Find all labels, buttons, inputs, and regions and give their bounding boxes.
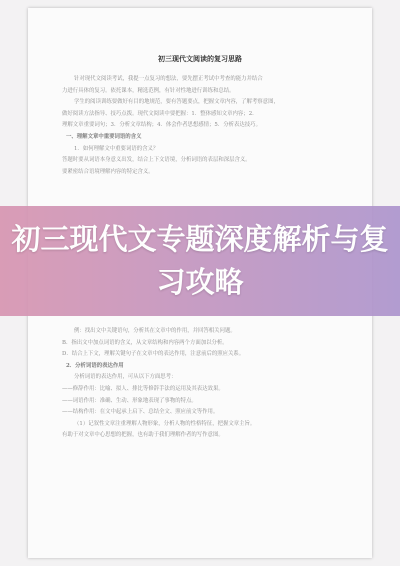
document-body-upper [62,74,338,178]
body-line: 力进行具体的复习。依托课本，精选范例，有针对性地进行训练和总结。 [62,87,235,94]
headline-banner [0,206,400,316]
body-line: 针对现代文阅读考试，我提一点复习的想法，要先摆正考试中考查的能力并结合 [74,76,263,82]
section-heading: 一、理解文章中重要词语的含义 [66,133,142,140]
document-title: 初三现代文阅读的复习思路 [158,54,242,63]
body-line: 学生的阅读训练要做好有目的地规范，要有答题要点，把握文章内容，了解考察意图， [74,99,279,106]
body-line: 例：找出文中关键语句，分析其在文章中的作用，并回答相关问题。 [74,328,236,334]
body-line: （1）记叙性文章注重理解人物形象，分析人物的性格特征，把握文章主旨。 [74,420,256,427]
body-line: 答题时要从词语本身意义出发，结合上下文语境，分析词语的表层和深层含义。 [62,157,251,164]
body-line: 要紧密结合语境理解内容的特定含义。 [62,168,154,175]
body-line: ——结构作用：在文中起承上启下、总结全文、照应前文等作用。 [62,409,219,416]
body-line: 做好阅读方法指导、技巧点拨。现代文阅读中要把握：1．整体感知文章内容；2． [62,110,258,117]
body-line: 理解文章重要词句；3．分析文章结构；4．体会作者思想感情；5．分析表达技巧。 [62,122,261,129]
body-line: B．指出文中加点词语的含义，从文章结构和内容两个方面加以分析。 [62,339,228,346]
body-line: 分析词语的表达作用，可从以下方面思考： [74,374,177,381]
body-line: 有助于对文章中心思想的把握，也有助于我们理解作者的写作意图。 [62,432,224,439]
headline-text: 初三现代文专题深度解析与复习攻略 [11,222,389,299]
body-line: D．结合上下文，理解关键句子在文章中的表达作用，注意前后的照应关系。 [62,351,245,358]
section-heading: 2．分析词语的表达作用 [66,362,124,369]
body-line: 1．如何理解文中重要词语的含义？ [74,145,159,152]
body-line: ——修辞作用：比喻、拟人、排比等修辞手法的运用及其表达效果。 [62,385,224,392]
body-line: ——词语作用：准确、生动、形象地表现了事物的特点。 [62,397,197,404]
document-body-lower [62,326,338,442]
